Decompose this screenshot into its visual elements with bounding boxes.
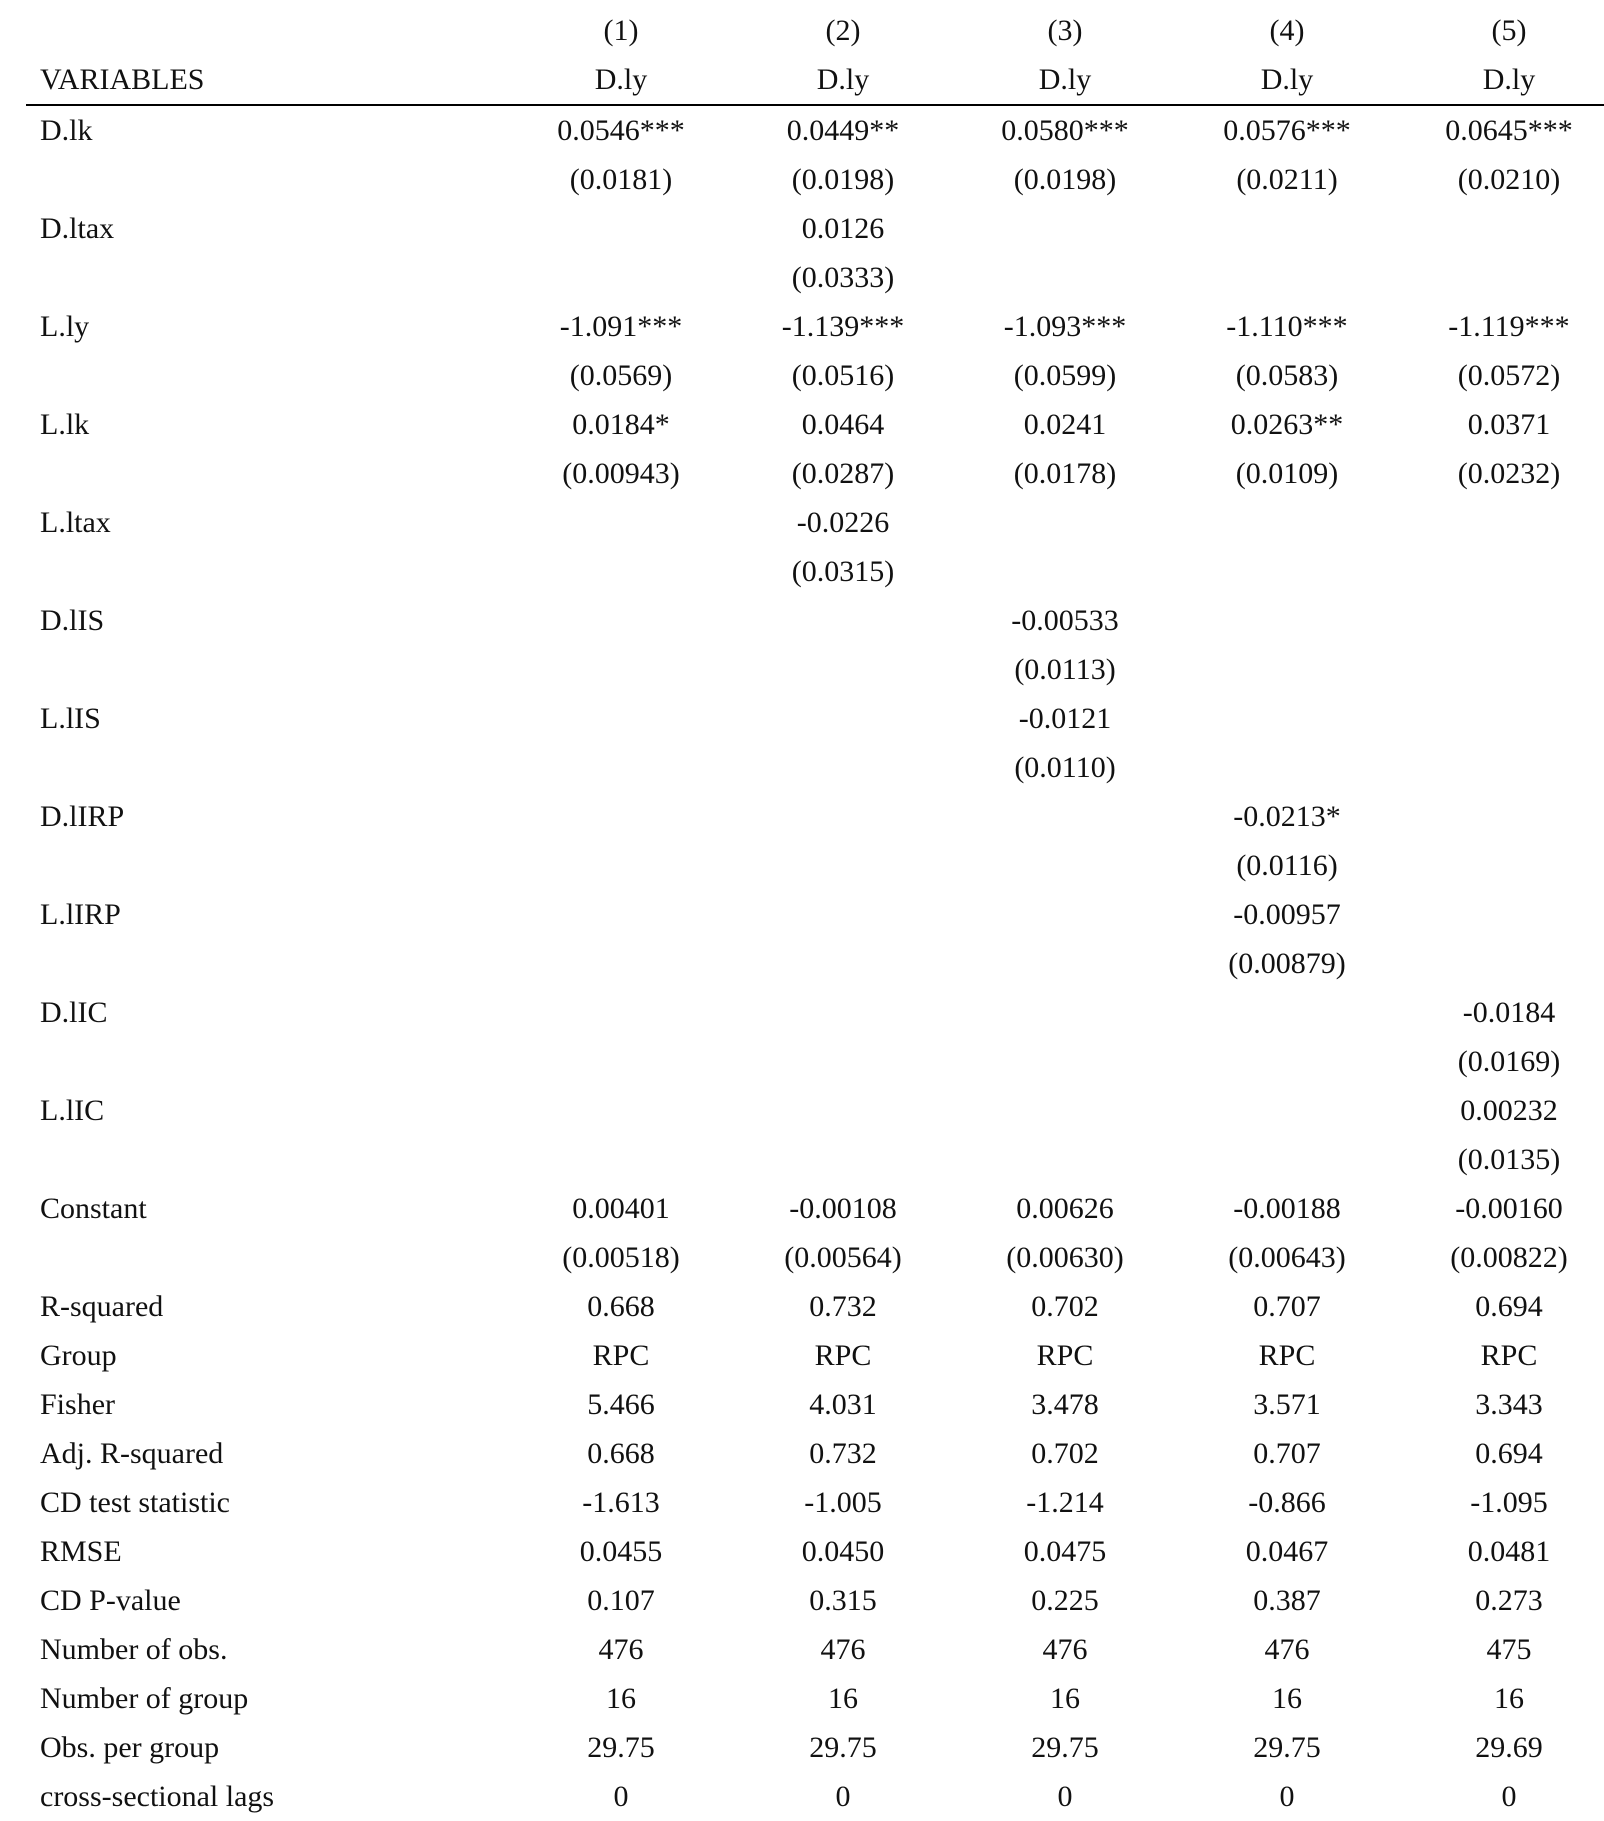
table-cell: 0.0263** — [1230, 408, 1344, 441]
table-row — [26, 1282, 1604, 1331]
model-number: (1) — [603, 14, 639, 47]
table-cell — [1176, 1135, 1398, 1184]
table-row — [26, 1086, 1604, 1135]
table-cell: 0.0450 — [801, 1535, 885, 1568]
table-row — [26, 743, 1604, 792]
table-cell: 0.273 — [1475, 1584, 1543, 1617]
table-cell — [1398, 596, 1604, 645]
variable-label — [26, 449, 510, 498]
table-row — [26, 1674, 1604, 1723]
table-cell: -1.093*** — [1003, 310, 1127, 343]
table-cell: 0.0645*** — [1445, 114, 1573, 147]
table-row — [26, 596, 1604, 645]
table-cell: RPC — [592, 1339, 650, 1372]
table-cell: 0.0467 — [1245, 1535, 1329, 1568]
model-number: (4) — [1269, 14, 1305, 47]
table-row — [26, 792, 1604, 841]
dependent-variable-row — [26, 55, 1604, 105]
table-row — [26, 1723, 1604, 1772]
variable-label — [26, 939, 510, 988]
table-cell: 0.0546*** — [557, 114, 685, 147]
table-cell — [1398, 547, 1604, 596]
table-cell: RPC — [1036, 1339, 1094, 1372]
table-cell: 0 — [613, 1780, 629, 1813]
variable-label: R-squared — [40, 1290, 164, 1323]
regression-table — [26, 6, 1604, 1821]
table-cell: 0.0481 — [1467, 1535, 1551, 1568]
table-cell: (0.0181) — [569, 163, 673, 196]
table-cell: RPC — [814, 1339, 872, 1372]
model-number: (3) — [1047, 14, 1083, 47]
table-cell: (0.0135) — [1457, 1143, 1561, 1176]
table-cell: (0.0599) — [1013, 359, 1117, 392]
table-cell: 16 — [1494, 1682, 1524, 1715]
table-cell: (0.0113) — [1014, 653, 1116, 686]
table-cell: 476 — [820, 1633, 866, 1666]
table-cell: 29.69 — [1475, 1731, 1543, 1764]
table-cell: 0.00401 — [572, 1192, 670, 1225]
table-cell: (0.0178) — [1013, 457, 1117, 490]
table-cell: (0.00822) — [1450, 1241, 1568, 1274]
model-number: (2) — [825, 14, 861, 47]
table-cell: -0.0226 — [796, 506, 890, 539]
table-cell: 476 — [598, 1633, 644, 1666]
table-cell — [732, 988, 954, 1037]
table-cell: 3.478 — [1031, 1388, 1099, 1421]
header-blank-cell — [26, 6, 510, 55]
table-cell: (0.0287) — [791, 457, 895, 490]
table-row — [26, 694, 1604, 743]
table-cell: 0 — [835, 1780, 851, 1813]
table-cell — [1398, 253, 1604, 302]
table-cell — [510, 939, 732, 988]
table-cell — [1398, 743, 1604, 792]
table-cell — [510, 890, 732, 939]
table-row — [26, 155, 1604, 204]
model-number: (5) — [1491, 14, 1527, 47]
variable-label: Obs. per group — [40, 1731, 220, 1764]
table-cell — [732, 1037, 954, 1086]
table-cell: (0.00879) — [1228, 947, 1346, 980]
table-cell: (0.0333) — [791, 261, 895, 294]
table-cell — [1176, 694, 1398, 743]
table-cell: 0.707 — [1253, 1437, 1321, 1470]
table-cell: -1.091*** — [559, 310, 683, 343]
table-cell: 0.694 — [1475, 1437, 1543, 1470]
table-cell: (0.00518) — [562, 1241, 680, 1274]
table-cell: 0.694 — [1475, 1290, 1543, 1323]
variable-label: L.lIC — [40, 1094, 105, 1127]
table-cell: 0 — [1057, 1780, 1073, 1813]
table-cell: -0.0121 — [1018, 702, 1112, 735]
table-cell: 0.668 — [587, 1290, 655, 1323]
table-cell — [1176, 204, 1398, 253]
table-cell: 0.0449** — [786, 114, 900, 147]
table-row — [26, 988, 1604, 1037]
variable-label — [26, 155, 510, 204]
table-cell — [510, 743, 732, 792]
table-cell — [732, 1086, 954, 1135]
variable-label — [26, 1135, 510, 1184]
variable-label: L.ltax — [40, 506, 111, 539]
table-row — [26, 1135, 1604, 1184]
table-cell: -1.139*** — [781, 310, 905, 343]
table-cell: 476 — [1042, 1633, 1088, 1666]
table-cell: 0.107 — [587, 1584, 655, 1617]
variable-label: cross-sectional lags — [40, 1780, 275, 1813]
table-cell — [732, 694, 954, 743]
table-header — [26, 6, 1604, 105]
table-cell: RPC — [1258, 1339, 1316, 1372]
table-cell: 3.343 — [1475, 1388, 1543, 1421]
table-cell: 16 — [828, 1682, 858, 1715]
table-cell: 0.0241 — [1023, 408, 1107, 441]
variable-label: Adj. R-squared — [40, 1437, 224, 1470]
variable-label: Number of obs. — [40, 1633, 228, 1666]
table-cell: 0.732 — [809, 1290, 877, 1323]
variable-label: D.lIC — [40, 996, 108, 1029]
table-cell: -0.0184 — [1462, 996, 1556, 1029]
table-cell: -1.095 — [1470, 1486, 1548, 1519]
table-cell: (0.00643) — [1228, 1241, 1346, 1274]
table-cell — [1398, 939, 1604, 988]
table-cell — [1398, 841, 1604, 890]
table-row — [26, 204, 1604, 253]
table-row — [26, 939, 1604, 988]
table-cell: -0.866 — [1248, 1486, 1326, 1519]
table-cell — [1176, 547, 1398, 596]
table-row — [26, 1576, 1604, 1625]
variable-label: Group — [40, 1339, 117, 1372]
variable-label: CD test statistic — [40, 1486, 230, 1519]
table-row — [26, 498, 1604, 547]
variable-label — [26, 351, 510, 400]
table-cell — [1398, 498, 1604, 547]
table-cell: 5.466 — [587, 1388, 655, 1421]
variable-label: D.lIS — [40, 604, 105, 637]
model-number-row — [26, 6, 1604, 55]
table-row — [26, 1772, 1604, 1821]
table-cell — [732, 890, 954, 939]
table-cell: -0.00188 — [1233, 1192, 1341, 1225]
table-cell: (0.0169) — [1457, 1045, 1561, 1078]
table-cell — [954, 939, 1176, 988]
table-cell — [510, 596, 732, 645]
table-cell — [510, 1135, 732, 1184]
variable-label: D.lk — [40, 114, 93, 147]
table-cell: -1.005 — [804, 1486, 882, 1519]
table-cell — [954, 988, 1176, 1037]
table-cell: (0.0569) — [569, 359, 673, 392]
table-cell — [732, 939, 954, 988]
table-cell — [510, 253, 732, 302]
table-cell: 0.0475 — [1023, 1535, 1107, 1568]
variable-label: L.ly — [40, 310, 90, 343]
table-row — [26, 1184, 1604, 1233]
table-cell: 0.732 — [809, 1437, 877, 1470]
dependent-variable: D.ly — [732, 55, 954, 105]
table-cell: 0.0464 — [801, 408, 885, 441]
table-row — [26, 1331, 1604, 1380]
table-row — [26, 105, 1604, 155]
table-cell: 0.225 — [1031, 1584, 1099, 1617]
table-cell — [732, 792, 954, 841]
table-cell: 0 — [1279, 1780, 1295, 1813]
table-cell: 475 — [1486, 1633, 1532, 1666]
table-cell — [510, 547, 732, 596]
table-cell: -1.214 — [1026, 1486, 1104, 1519]
table-row — [26, 302, 1604, 351]
table-cell: -0.0213* — [1233, 800, 1341, 833]
table-cell — [732, 1135, 954, 1184]
table-cell: 0.707 — [1253, 1290, 1321, 1323]
variable-label: Number of group — [40, 1682, 249, 1715]
table-cell: -1.119*** — [1448, 310, 1570, 343]
table-cell — [954, 498, 1176, 547]
table-cell: 29.75 — [587, 1731, 655, 1764]
variable-label: L.lIRP — [40, 898, 121, 931]
table-cell — [1398, 694, 1604, 743]
table-row — [26, 841, 1604, 890]
table-cell: 0.0455 — [579, 1535, 663, 1568]
table-cell — [510, 1086, 732, 1135]
table-cell — [510, 841, 732, 890]
table-cell — [954, 792, 1176, 841]
table-cell — [1176, 988, 1398, 1037]
table-cell — [732, 841, 954, 890]
variable-label: Constant — [40, 1192, 147, 1225]
table-cell: 0.0126 — [801, 212, 885, 245]
variable-label — [26, 547, 510, 596]
table-cell: 0.00626 — [1016, 1192, 1114, 1225]
variable-label — [26, 1037, 510, 1086]
table-cell — [510, 645, 732, 694]
table-cell: (0.00943) — [562, 457, 680, 490]
table-cell: 0.0371 — [1467, 408, 1551, 441]
table-cell: 16 — [606, 1682, 636, 1715]
variable-label — [26, 841, 510, 890]
table-cell: 16 — [1272, 1682, 1302, 1715]
table-cell: 29.75 — [1031, 1731, 1099, 1764]
table-cell — [1398, 645, 1604, 694]
table-cell: (0.0232) — [1457, 457, 1561, 490]
table-cell: 0.00232 — [1460, 1094, 1558, 1127]
table-cell — [510, 792, 732, 841]
table-row — [26, 351, 1604, 400]
table-cell: (0.0516) — [791, 359, 895, 392]
table-cell — [954, 1086, 1176, 1135]
table-cell — [510, 204, 732, 253]
table-cell — [1398, 792, 1604, 841]
variable-label: D.lIRP — [40, 800, 125, 833]
table-cell: 4.031 — [809, 1388, 877, 1421]
table-cell: -0.00160 — [1455, 1192, 1563, 1225]
table-cell: (0.00564) — [784, 1241, 902, 1274]
table-row — [26, 645, 1604, 694]
table-row — [26, 1429, 1604, 1478]
table-cell — [1176, 645, 1398, 694]
table-cell: (0.0572) — [1457, 359, 1561, 392]
table-cell: -0.00108 — [789, 1192, 897, 1225]
table-cell: -1.110*** — [1226, 310, 1348, 343]
table-row — [26, 1380, 1604, 1429]
table-cell — [732, 596, 954, 645]
table-cell — [1398, 204, 1604, 253]
variable-label — [26, 1233, 510, 1282]
table-cell: 3.571 — [1253, 1388, 1321, 1421]
table-cell: (0.0198) — [1013, 163, 1117, 196]
table-cell: 0.702 — [1031, 1290, 1099, 1323]
variable-label: L.lIS — [40, 702, 101, 735]
table-row — [26, 1037, 1604, 1086]
table-cell: -0.00533 — [1011, 604, 1119, 637]
table-row — [26, 400, 1604, 449]
table-cell: (0.00630) — [1006, 1241, 1124, 1274]
table-cell: (0.0198) — [791, 163, 895, 196]
table-cell — [954, 890, 1176, 939]
table-cell: 29.75 — [1253, 1731, 1321, 1764]
table-cell: (0.0211) — [1236, 163, 1338, 196]
table-cell: -1.613 — [582, 1486, 660, 1519]
dependent-variable: D.ly — [510, 55, 732, 105]
table-cell: 0.387 — [1253, 1584, 1321, 1617]
table-row — [26, 1625, 1604, 1674]
table-cell — [954, 1135, 1176, 1184]
table-cell: 0.0184* — [572, 408, 670, 441]
table-cell: 0.0580*** — [1001, 114, 1129, 147]
table-cell — [954, 841, 1176, 890]
table-cell: 16 — [1050, 1682, 1080, 1715]
table-cell — [510, 694, 732, 743]
table-cell: (0.0315) — [791, 555, 895, 588]
table-cell: 0.315 — [809, 1584, 877, 1617]
dependent-variable: D.ly — [1176, 55, 1398, 105]
variable-label — [26, 253, 510, 302]
table-row — [26, 547, 1604, 596]
variable-label: Fisher — [40, 1388, 115, 1421]
table-cell: RPC — [1480, 1339, 1538, 1372]
table-cell: 476 — [1264, 1633, 1310, 1666]
table-cell: (0.0110) — [1014, 751, 1116, 784]
table-row — [26, 890, 1604, 939]
table-cell: -0.00957 — [1233, 898, 1341, 931]
table-cell — [1176, 1086, 1398, 1135]
table-row — [26, 1478, 1604, 1527]
variable-label: RMSE — [40, 1535, 122, 1568]
table-cell: 0.668 — [587, 1437, 655, 1470]
table-cell — [1176, 498, 1398, 547]
table-row — [26, 449, 1604, 498]
table-row — [26, 253, 1604, 302]
table-cell: 29.75 — [809, 1731, 877, 1764]
table-cell — [510, 498, 732, 547]
table-cell — [954, 253, 1176, 302]
variable-label — [26, 645, 510, 694]
dependent-variable: D.ly — [954, 55, 1176, 105]
table-cell: 0 — [1501, 1780, 1517, 1813]
table-cell: (0.0109) — [1235, 457, 1339, 490]
table-cell — [1398, 890, 1604, 939]
table-cell — [1176, 743, 1398, 792]
table-cell — [954, 1037, 1176, 1086]
variable-label: L.lk — [40, 408, 90, 441]
variable-label: D.ltax — [40, 212, 115, 245]
table-cell — [954, 204, 1176, 253]
table-cell — [1176, 596, 1398, 645]
table-cell: (0.0210) — [1457, 163, 1561, 196]
table-cell — [1176, 253, 1398, 302]
table-body — [26, 105, 1604, 1821]
table-cell: (0.0116) — [1236, 849, 1338, 882]
table-cell — [510, 1037, 732, 1086]
variable-label: CD P-value — [40, 1584, 181, 1617]
variable-label — [26, 743, 510, 792]
table-row — [26, 1527, 1604, 1576]
table-row — [26, 1233, 1604, 1282]
table-cell — [510, 988, 732, 1037]
table-cell — [732, 645, 954, 694]
table-cell — [732, 743, 954, 792]
table-cell: 0.702 — [1031, 1437, 1099, 1470]
table-cell: 0.0576*** — [1223, 114, 1351, 147]
dependent-variable: D.ly — [1398, 55, 1604, 105]
variables-header: VARIABLES — [26, 55, 510, 105]
table-cell: (0.0583) — [1235, 359, 1339, 392]
table-cell — [954, 547, 1176, 596]
table-cell — [1176, 1037, 1398, 1086]
